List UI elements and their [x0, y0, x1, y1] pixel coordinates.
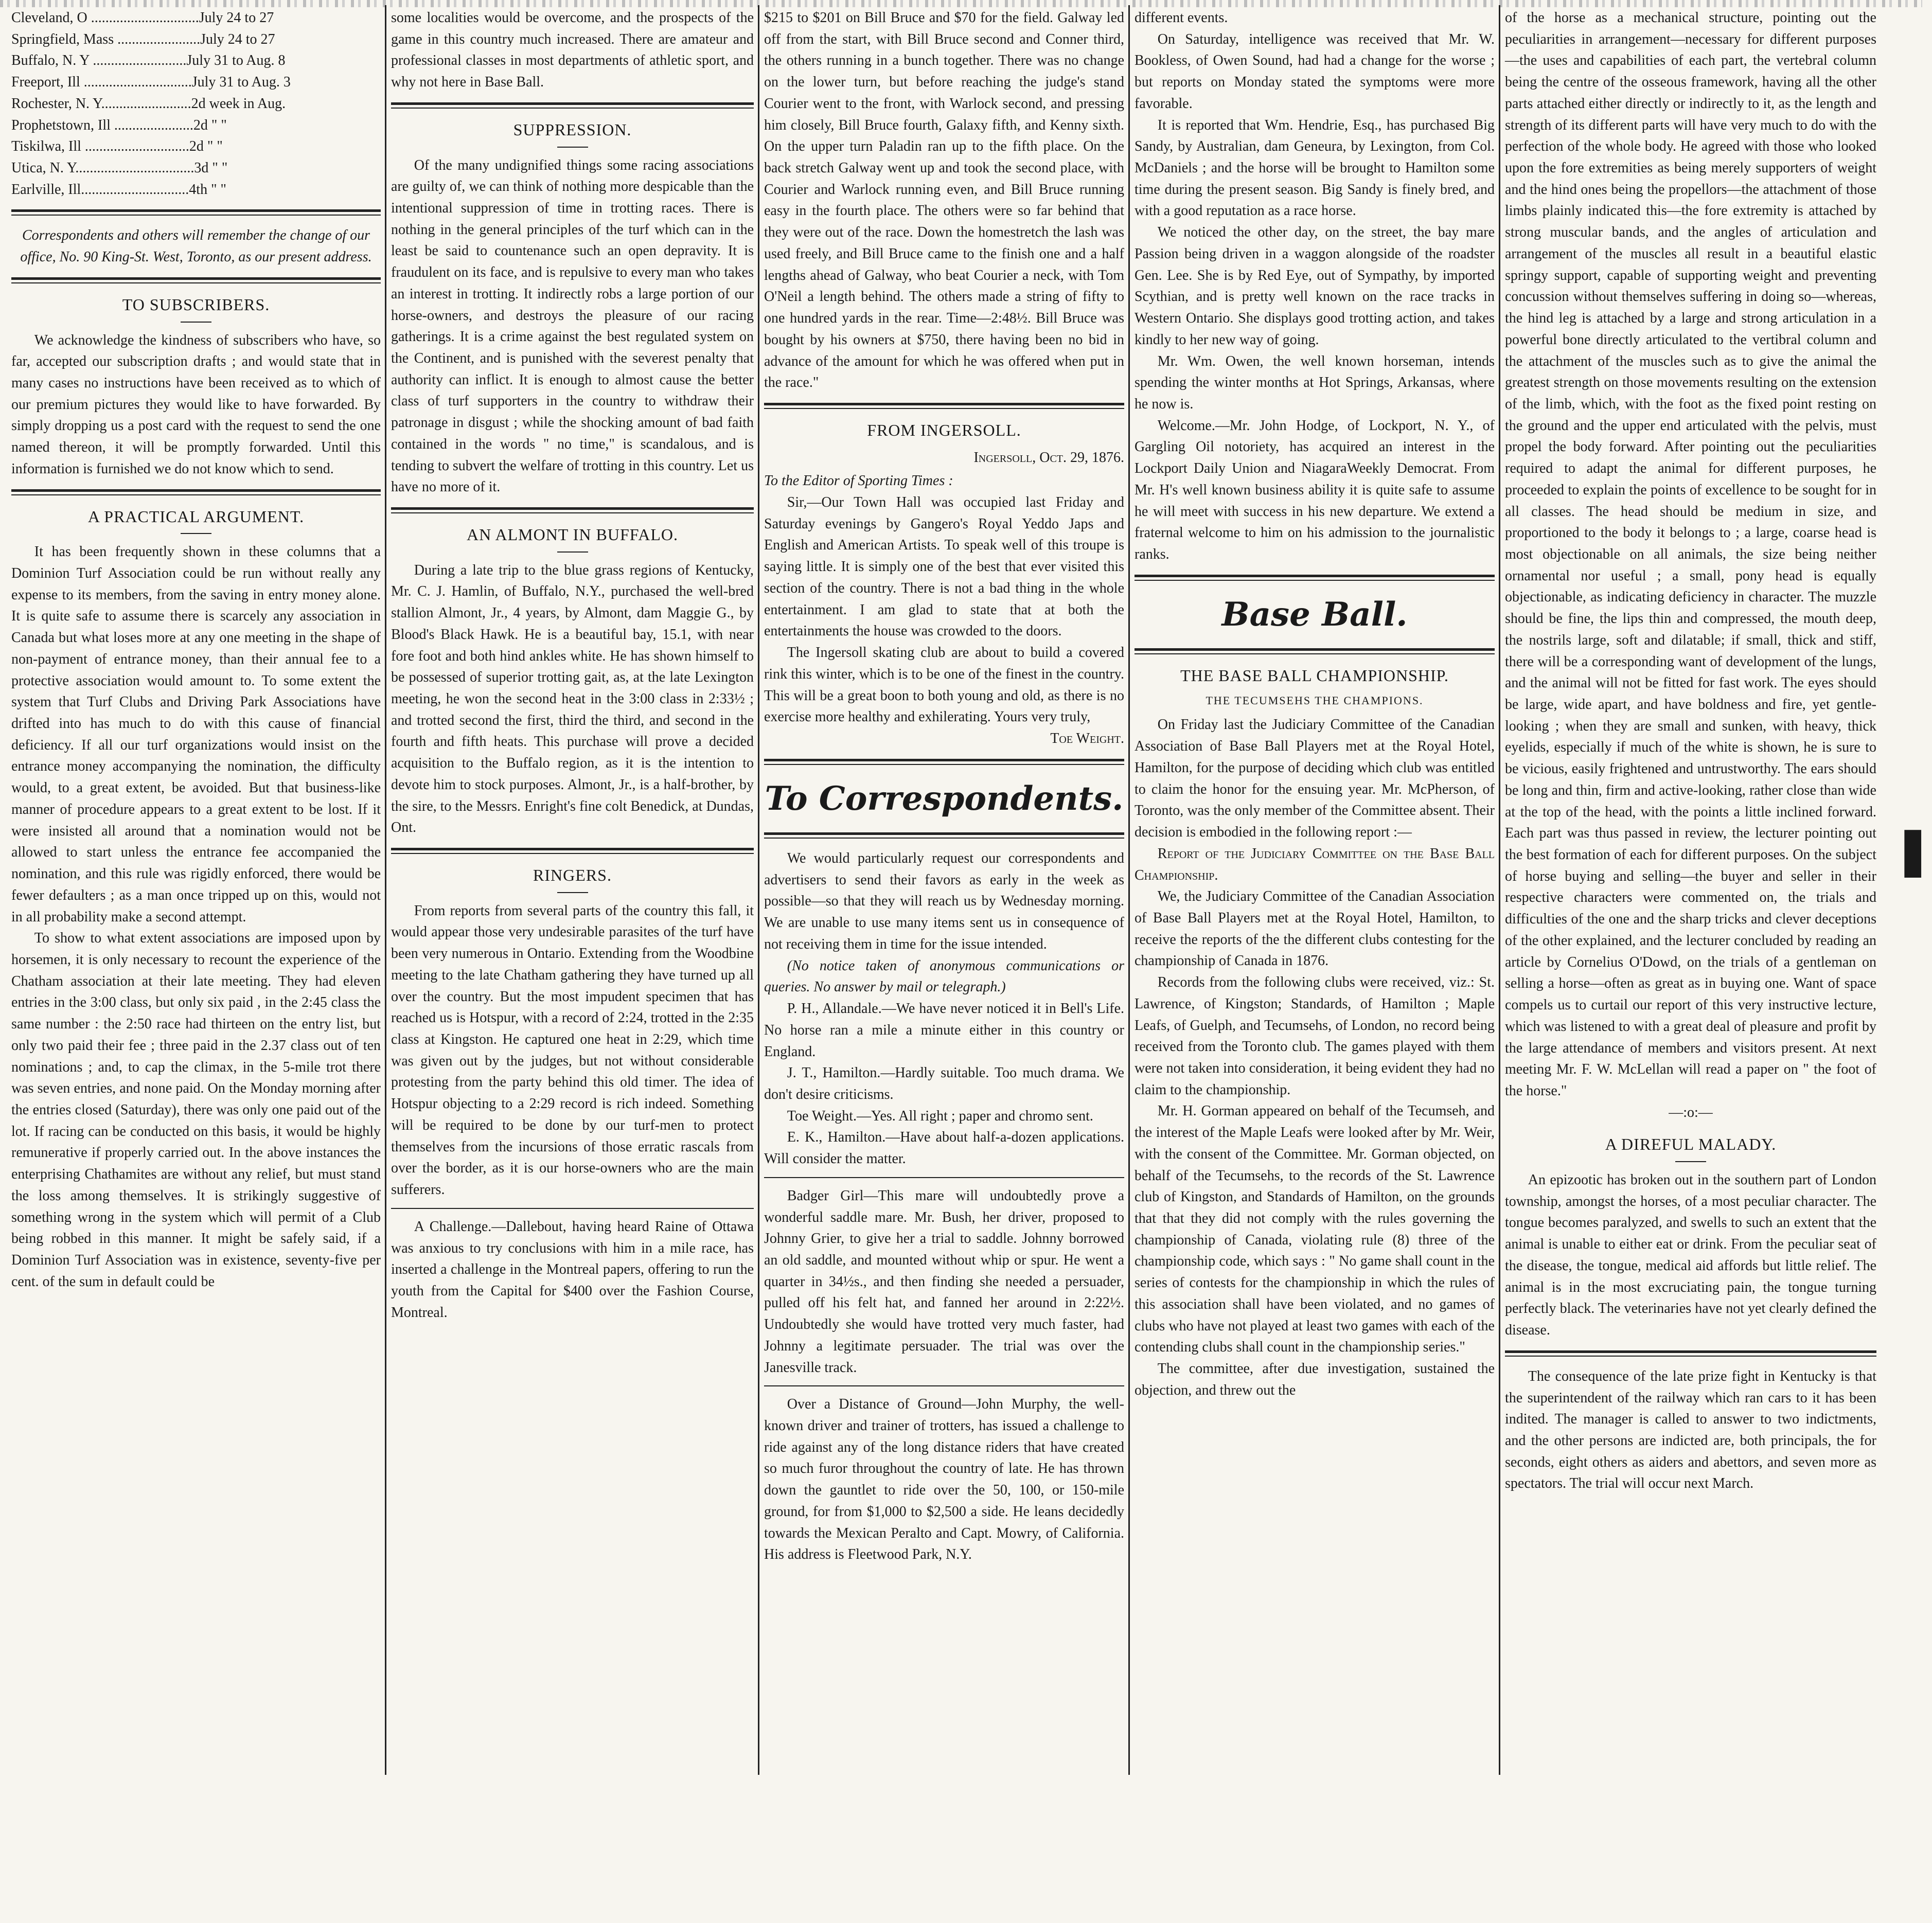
schedule-row: Buffalo, N. Y ..........................July 31 to Aug. 8 [11, 52, 286, 69]
schedule-row: Prophetstown, Ill ......................2d " " [11, 117, 227, 133]
article-paragraph: On Friday last the Judiciary Committee of the Canadian Association of Base Ball Players met at the Royal Hotel, Hamilton, for the purpose of deciding which club was entitled to claim the honor for the ensuing year. Mr. McPherson, of Toronto, was the only member of the Committee absent. Their decision is embodied in the following report :— [1135, 717, 1495, 841]
article-paragraph: Over a Distance of Ground—John Murphy, the well-known driver and trainer of trotters, has issued a challenge to ride against any of the long distance riders that have created so much furor throughout the country of late. He has thrown down the gauntlet to ride over the 50, 100, or 150-mile ground, for from $1,000 to $2,500 a side. He leans decidedly towards the Mexican Peralto and Capt. Mowry, of California. His address is Fleetwood Park, N.Y. [764, 1396, 1124, 1563]
column-rule [385, 5, 386, 1775]
article-paragraph: Toe Weight.—Yes. All right ; paper and chromo sent. [787, 1108, 1093, 1124]
ornament-divider: —:o:— [1669, 1104, 1713, 1120]
section-title: To Correspondents. [765, 779, 1124, 818]
double-rule [391, 102, 754, 109]
rule [764, 1385, 1124, 1386]
article-headline: A DIREFUL MALADY. [1605, 1135, 1777, 1154]
report-heading: Report of the Judiciary Committee on the Base Ball Championship. [1135, 845, 1495, 883]
article-headline: THE BASE BALL CHAMPIONSHIP. [1180, 666, 1449, 685]
schedule-row: Utica, N. Y.................................3d " " [11, 160, 228, 176]
article-paragraph: of the horse as a mechanical structure, pointing out the peculiarities in arrangement—necessary for different purposes—the uses and capabilities of each part, the vertebral column being the centre of the osseous framework, having all the other parts attached either directly or indirectly to it, as the length and strength of its different parts will have very much to do with the perfection of the whole body. He agreed with those who looked upon the fore extremities as being merely supporters of weight and the hind ones being the propellors—the attachment of those limbs plainly indicated this—the fore extremity is attached by strong muscular bands, and the angles of articulation and arrangement of the muscles all result in a beautiful elastic springy support, capable of supporting weight and preventing concussion without themselves suffering in doing so—whereas, the hind leg is attached by a large and strong articulation in a powerful bone directly articulated to the vertibral column and the attachment of the muscles such as to give the animal the greatest strength on those movements resulting on the extension of the limb, which, with the foot as the fixed point resting on the ground and the upper end articulated with the pelvis, must propel the body forward. After pointing out the peculiarities required to adapt the animal for different purposes, he proceeded to explain the points of excellence to be sought for in all classes. The head should be medium in size, and proportioned to the body it belongs to ; a large, coarse head is most objectionable on all animals, the size being neither ornamental nor useful ; a small, pony head is equally objectionable, as indicating deficiency in character. The muzzle should be fine, the lips thin and compressed, the mouth deep, the nostrils large, soft and dilatable; if small, thick and stiff, there will be a corresponding want of development of the lungs, and the animal will not be fitted for fast work. The eyes should be large, wide apart, and have boldness and fire, yet gentle-looking ; when they are small and sunken, with heavy, thick eyelids, especially if much of the white is shown, he is sure to be vicious, easily frightened and untrustworthy. The ears should be long and thin, firm and active-looking, rather close than wide at the top of the head, with the points a little inclined forward. Each part was thus passed in review, the lecturer pointing out the best formation of each for different purposes. On the subject of horse buying and selling—the buyer and seller in their respective characters were commented on, the trials and difficulties of the one and the sharp tricks and clever deceptions of the other explained, and the lecturer concluded by reading an article by Cornelius O'Dowd, on the trials of a gentleman on selling a horse—often as great as in buying one. Want of space compels us to curtail our report of this very instructive lecture, which was listened to with a great deal of pleasure and profit by the large attendance of members and visitors present. At next meeting Mr. F. W. McLellan will read a paper on " the foot of the horse." [1505, 10, 1876, 1099]
article-paragraph: Welcome.—Mr. John Hodge, of Lockport, N. Y., of Gargling Oil notoriety, has acquired an interest in the Lockport Daily Union and NiagaraWeekly Democrat. From Mr. H's well known business ability it is quite safe to assume he will meet with success in his new departure. We extend a fraternal welcome to him on his admission to the journalistic ranks. [1135, 417, 1495, 562]
double-rule [764, 832, 1124, 839]
schedule-row: Earlville, Ill..............................4th " " [11, 181, 226, 198]
column-5 [1505, 7, 1876, 1900]
margin-ink-mark: ❚ [1893, 825, 1932, 876]
article-paragraph: E. K., Hamilton.—Have about half-a-dozen applications. Will consider the matter. [764, 1129, 1124, 1167]
torn-page-edge [0, 0, 1922, 7]
article-subheadline: THE TECUMSEHS THE CHAMPIONS. [1206, 693, 1424, 707]
article-paragraph: A Challenge.—Dallebout, having heard Raine of Ottawa was anxious to try conclusions with him in a mile race, has inserted a challenge in the Montreal papers, offering to run the youth from the Capital for $400 over the Fashion Course, Montreal. [391, 1218, 754, 1321]
double-rule [11, 277, 381, 283]
article-paragraph: The committee, after due investigation, sustained the objection, and threw out the [1135, 1361, 1495, 1398]
schedule-row: Springfield, Mass .......................July 24 to 27 [11, 31, 275, 47]
double-rule [391, 848, 754, 854]
article-paragraph: Badger Girl—This mare will undoubtedly prove a wonderful saddle mare. Mr. Bush, her driver, proposed to Johnny Grier, to give her a trial to saddle. Johnny borrowed an old saddle, and mounted without whip or spur. He went a quarter in 34½s., and then finding she needed a persuader, pulled off his felt hat, and fanned her around in 2:22½. Undoubtedly she would have trotted very much faster, had Johnny a legitimate persuader. The trial was over the Janesville track. [764, 1187, 1124, 1376]
article-headline: SUPPRESSION. [513, 120, 632, 139]
article-paragraph: We acknowledge the kindness of subscribers who have, so far, accepted our subscription drafts ; and would state that in many cases no instructions have been received as to which of our premium pictures they would like to have forwarded. By simply dropping us a post card with the request to send the one named thereon, it will be promptly forwarded. Until this information is furnished we do not know which to send. [11, 332, 381, 477]
column-4 [1135, 7, 1495, 1900]
article-paragraph: It has been frequently shown in these columns that a Dominion Turf Association could be run without really any expense to its members, from the saving in entry money alone. It is quite safe to assume there is scarcely any association in Canada but what loses more at any one meeting in the shape of non-payment of entrance money, than their annual fee to a protective association would amount to. To some extent the system that Turf Clubs and Driving Park Associations have drifted into has much to do with this cause of financial deficiency. If all our turf organizations would insist on the entrance money accompanying the nomination, the difficulty would, to a great extent, be avoided. But that business-like manner of procedure appears to a great extent to be lost. If it were insisted all around that a nomination would not be allowed to start unless the entrance fee accompanied the nomination, and this rule was rigidly enforced, there would be fewer defaulters ; as a man once tripped up on this, would not in all probability make a second attempt. [11, 544, 381, 925]
schedule-row: Tiskilwa, Ill .............................2d " " [11, 138, 223, 155]
article-paragraph: J. T., Hamilton.—Hardly suitable. Too much drama. We don't desire criticisms. [764, 1065, 1124, 1102]
article-paragraph: Sir,—Our Town Hall was occupied last Friday and Saturday evenings by Gangero's Royal Yeddo Japs and English and American Artists. To speak well of this troupe is saying little. It is simply one of the best that ever visited this section of the country. There is not a bad thing in the whole entertainment. I am glad to state that at both the entertainments the house was crowded to the doors. [764, 494, 1124, 639]
section-title: Base Ball. [1221, 595, 1408, 634]
short-rule [1675, 1161, 1706, 1162]
meeting-schedule [11, 7, 381, 200]
dateline: Ingersoll, Oct. 29, 1876. [973, 449, 1124, 466]
double-rule [764, 403, 1124, 409]
article-paragraph: On Saturday, intelligence was received that Mr. W. Bookless, of Owen Sound, had had a change for the worse ; but reports on Monday stated the symptoms were more favorable. [1135, 31, 1495, 112]
article-paragraph: An epizootic has broken out in the southern part of London township, amongst the horses, of a most peculiar character. The tongue becomes paralyzed, and swells to such an extent that the animal is unable to either eat or drink. From the peculiar seat of the disease, the tongue, medical aid affords but little relief. The animal is in the most excruciating pain, the tongue turning perfectly black. The veterinaries have not yet clearly defined the disease. [1505, 1172, 1876, 1339]
rule [764, 1177, 1124, 1178]
article-paragraph: To show to what extent associations are imposed upon by horsemen, it is only necessary to recount the experience of the Chatham association at their late meeting. They had eleven entries in the 3:00 class, but only six paid , in the 2:45 class the same number : the 2:50 race had thirteen on the entry list, but only two paid their fee ; three paid in the 2.37 class out of ten nominations ; and, to cap the climax, in the 5-mile trot there was seven entries, and none paid. On the Monday morning after the entries closed (Saturday), there was only one paid out of the lot. If racing can be conducted on this basis, it would be highly remunerative if properly carried out. In the above instances the enterprising Chathamites are without any relief, but must stand the loss among themselves. It is strikingly suggestive of something wrong in the system which will permit of a Club being robbed in this manner. It might be safely said, if a Dominion Turf Association was in existence, seventy-five per cent. of the sum in default could be [11, 930, 381, 1290]
double-rule [1505, 1350, 1876, 1357]
article-paragraph: Records from the following clubs were received, viz.: St. Lawrence, of Kingston; Standards, of Hamilton ; Maple Leafs, of Guelph, and Tecumsehs, of London, no record being received from the Toronto club. The games played with them were not taken into consideration, it being evident they had no claim to the championship. [1135, 974, 1495, 1098]
column-rule [1128, 5, 1130, 1775]
short-rule [557, 892, 588, 893]
article-paragraph: During a late trip to the blue grass regions of Kentucky, Mr. C. J. Hamlin, of Buffalo, N.Y., purchased the well-bred stallion Almont, Jr., 4 years, by Almont, dam Maggie G., by Blood's Black Hawk. He is a beautiful bay, 15.1, with near fore foot and both hind ankles white. He has shown himself to be possessed of superior trotting gait, as, at the late Lexington meeting, he won the second heat in the 3:00 class in 2:33½ ; and trotted second the first, third the third, and second in the fourth and fifth heats. This purchase will prove a decided acquisition to the Buffalo region, as it is the intention to devote him to stock purposes. Almont, Jr., is a half-brother, by the sire, to the Messrs. Enright's fine colt Benedick, at Dundas, Ont. [391, 562, 754, 836]
article-headline: FROM INGERSOLL. [867, 420, 1021, 439]
column-2 [391, 7, 754, 1900]
article-headline: AN ALMONT IN BUFFALO. [467, 525, 678, 544]
rule [391, 1208, 754, 1209]
salutation: To the Editor of Sporting Times : [764, 473, 953, 489]
schedule-row: Rochester, N. Y.........................2d week in Aug. [11, 95, 286, 112]
short-rule [557, 551, 588, 553]
article-paragraph: It is reported that Wm. Hendrie, Esq., has purchased Big Sandy, by Australian, dam Geneura, by Lexington, from Col. McDaniels ; and the horse will be brought to Hamilton some time during the present season. Big Sandy is finely bred, and with a good reputation as a race horse. [1135, 117, 1495, 219]
double-rule [11, 209, 381, 216]
article-paragraph: We would particularly request our correspondents and advertisers to send their favors as early in the week as possible—so that they will reach us by Wednesday morning. We are unable to use many items sent us in consequence of not receiving them in time for the issue intended. [764, 850, 1124, 952]
short-rule [181, 533, 211, 534]
article-headline: A PRACTICAL ARGUMENT. [87, 507, 305, 526]
short-rule [181, 322, 211, 323]
office-notice: Correspondents and others will remember the change of our office, No. 90 King-St. West, Toronto, as our present address. [20, 227, 372, 265]
column-3 [764, 7, 1124, 1900]
article-headline: RINGERS. [533, 866, 612, 885]
article-paragraph: (No notice taken of anonymous communications or queries. No answer by mail or telegraph.) [764, 957, 1124, 995]
article-paragraph: some localities would be overcome, and the prospects of the game in this country much increased. There are amateur and professional classes in most departments of athletic sport, and why not here in Base Ball. [391, 10, 754, 91]
column-rule [1499, 5, 1500, 1775]
article-paragraph: Of the many undignified things some racing associations are guilty of, we can think of nothing more despicable than the intentional suppression of time in trotting races. There is nothing in the general principles of the turf which can in the least be said to countenance such an open depravity. It is fraudulent on its face, and is repulsive to every man who takes an interest in trotting. It indirectly robs a large portion of our horse-owners, and destroys the pleasure of our racing gatherings. It is a crime against the best regulated system on the Continent, and is punished with the severest penalty that authority can inflict. It is enough to almost cause the better class of turf supporters in the country to withdraw their patronage in disgust ; while the shocking amount of bad faith contained in the words " no time," is scandalous, and is tending to subvert the welfare of trotting in this country. Let us have no more of it. [391, 157, 754, 495]
article-paragraph: P. H., Allandale.—We have never noticed it in Bell's Life. No horse ran a mile a minute either in this country or England. [764, 1001, 1124, 1060]
column-rule [758, 5, 759, 1775]
article-headline: TO SUBSCRIBERS. [122, 295, 270, 314]
schedule-row: Cleveland, O ..............................July 24 to 27 [11, 10, 274, 26]
double-rule [764, 759, 1124, 765]
column-1 [11, 7, 381, 1900]
article-paragraph: We noticed the other day, on the street, the bay mare Passion being driven in a waggon alongside of the roadster Gen. Lee. She is by Red Eye, out of Sympathy, by imported Scythian, and is pretty well known on the race tracks in Western Ontario. She displays good trotting action, and takes kindly to her new way of going. [1135, 224, 1495, 348]
article-paragraph: From reports from several parts of the country this fall, it would appear those very undesirable parasites of the turf have been very numerous in Ontario. Extending from the Woodbine meeting to the late Chatham gathering they have turned up all over the country. But the most impudent specimen that has reached us is Hotspur, with a record of 2:24, trotted in the 2:35 class at Kingston. He captured one heat in 2:29, which time was given out by the judges, but not without considerable protesting from the party behind this old timer. The idea of Hotspur objecting to a 2:29 record is rich indeed. Something will be required to be done by our turf-men to protect themselves from the incursions of those erratic rascals from over the border, as it is our horse-owners who are the main sufferers. [391, 902, 754, 1198]
article-paragraph: The consequence of the late prize fight in Kentucky is that the superintendent of the railway which ran cars to it has been indited. The manager is called to answer to two indictments, and the other persons are indicted are, both principals, the for seconds, eight others as aiders and abettors, and seven more as spectators. The trial will occur next March. [1505, 1368, 1876, 1492]
signature: Toe Weight. [1050, 730, 1124, 746]
article-paragraph: We, the Judiciary Committee of the Canadian Association of Base Ball Players met at the Royal Hotel, Hamilton, to receive the reports of the the different clubs contesting for the championship of Canada in 1876. [1135, 888, 1495, 969]
article-paragraph: $215 to $201 on Bill Bruce and $70 for the field. Galway led off from the start, with Bill Bruce second and Conner third, the others running in a bunch together. There was no change on the lower turn, but before reaching the judge's stand Courier went to the front, with Warlock second, and pressing him closely, Bill Bruce fourth, Galaxy fifth, and Kenny sixth. On the upper turn Paladin ran up to the fifth place. On the back stretch Galway went up and took the second place, with Courier and Warlock running even, and Bill Bruce running easy in the fourth place. The others were so far behind that they were out of the race. Down the homestretch the lash was used freely, and Bill Bruce came to the finish one and a half lengths ahead of Galway, who beat Courier a neck, with Tom O'Neil a length behind. The others made a string of fifty to one hundred yards in the rear. Time—2:48½. Bill Bruce was bought by his owners at $750, there having been no bid in advance of the amount for which he was offered when put in the race." [764, 10, 1124, 391]
article-paragraph: Mr. H. Gorman appeared on behalf of the Tecumseh, and the interest of the Maple Leafs were looked after by Mr. Weir, with the consent of the Committee. Mr. Gorman objected, on behalf of the Tecumsehs, to the records of the St. Lawrence club of Kingston, and Standards of Hamilton, on the grounds that that they did not comply with the rules governing the championship of Canada, violating rule (8) three of the championship code, which says : " No game shall count in the series of contests for the championship in which the rules of this association shall have been violated, and no games of clubs who have not played at least two games with each of the contending clubs shall count in the championship series." [1135, 1103, 1495, 1356]
short-rule [557, 147, 588, 148]
double-rule [1135, 575, 1495, 581]
double-rule [1135, 648, 1495, 654]
double-rule [11, 489, 381, 495]
article-paragraph: different events. [1135, 10, 1228, 26]
double-rule [391, 507, 754, 513]
article-paragraph: Mr. Wm. Owen, the well known horseman, intends spending the winter months at Hot Springs, Arkansas, where he now is. [1135, 353, 1495, 412]
article-paragraph: The Ingersoll skating club are about to build a covered rink this winter, which is to be one of the finest in the country. This will be a great boon to both young and old, as there is no exercise more healthy and exhilerating. Yours very truly, [764, 645, 1124, 725]
schedule-row: Freeport, Ill ..............................July 31 to Aug. 3 [11, 74, 291, 91]
